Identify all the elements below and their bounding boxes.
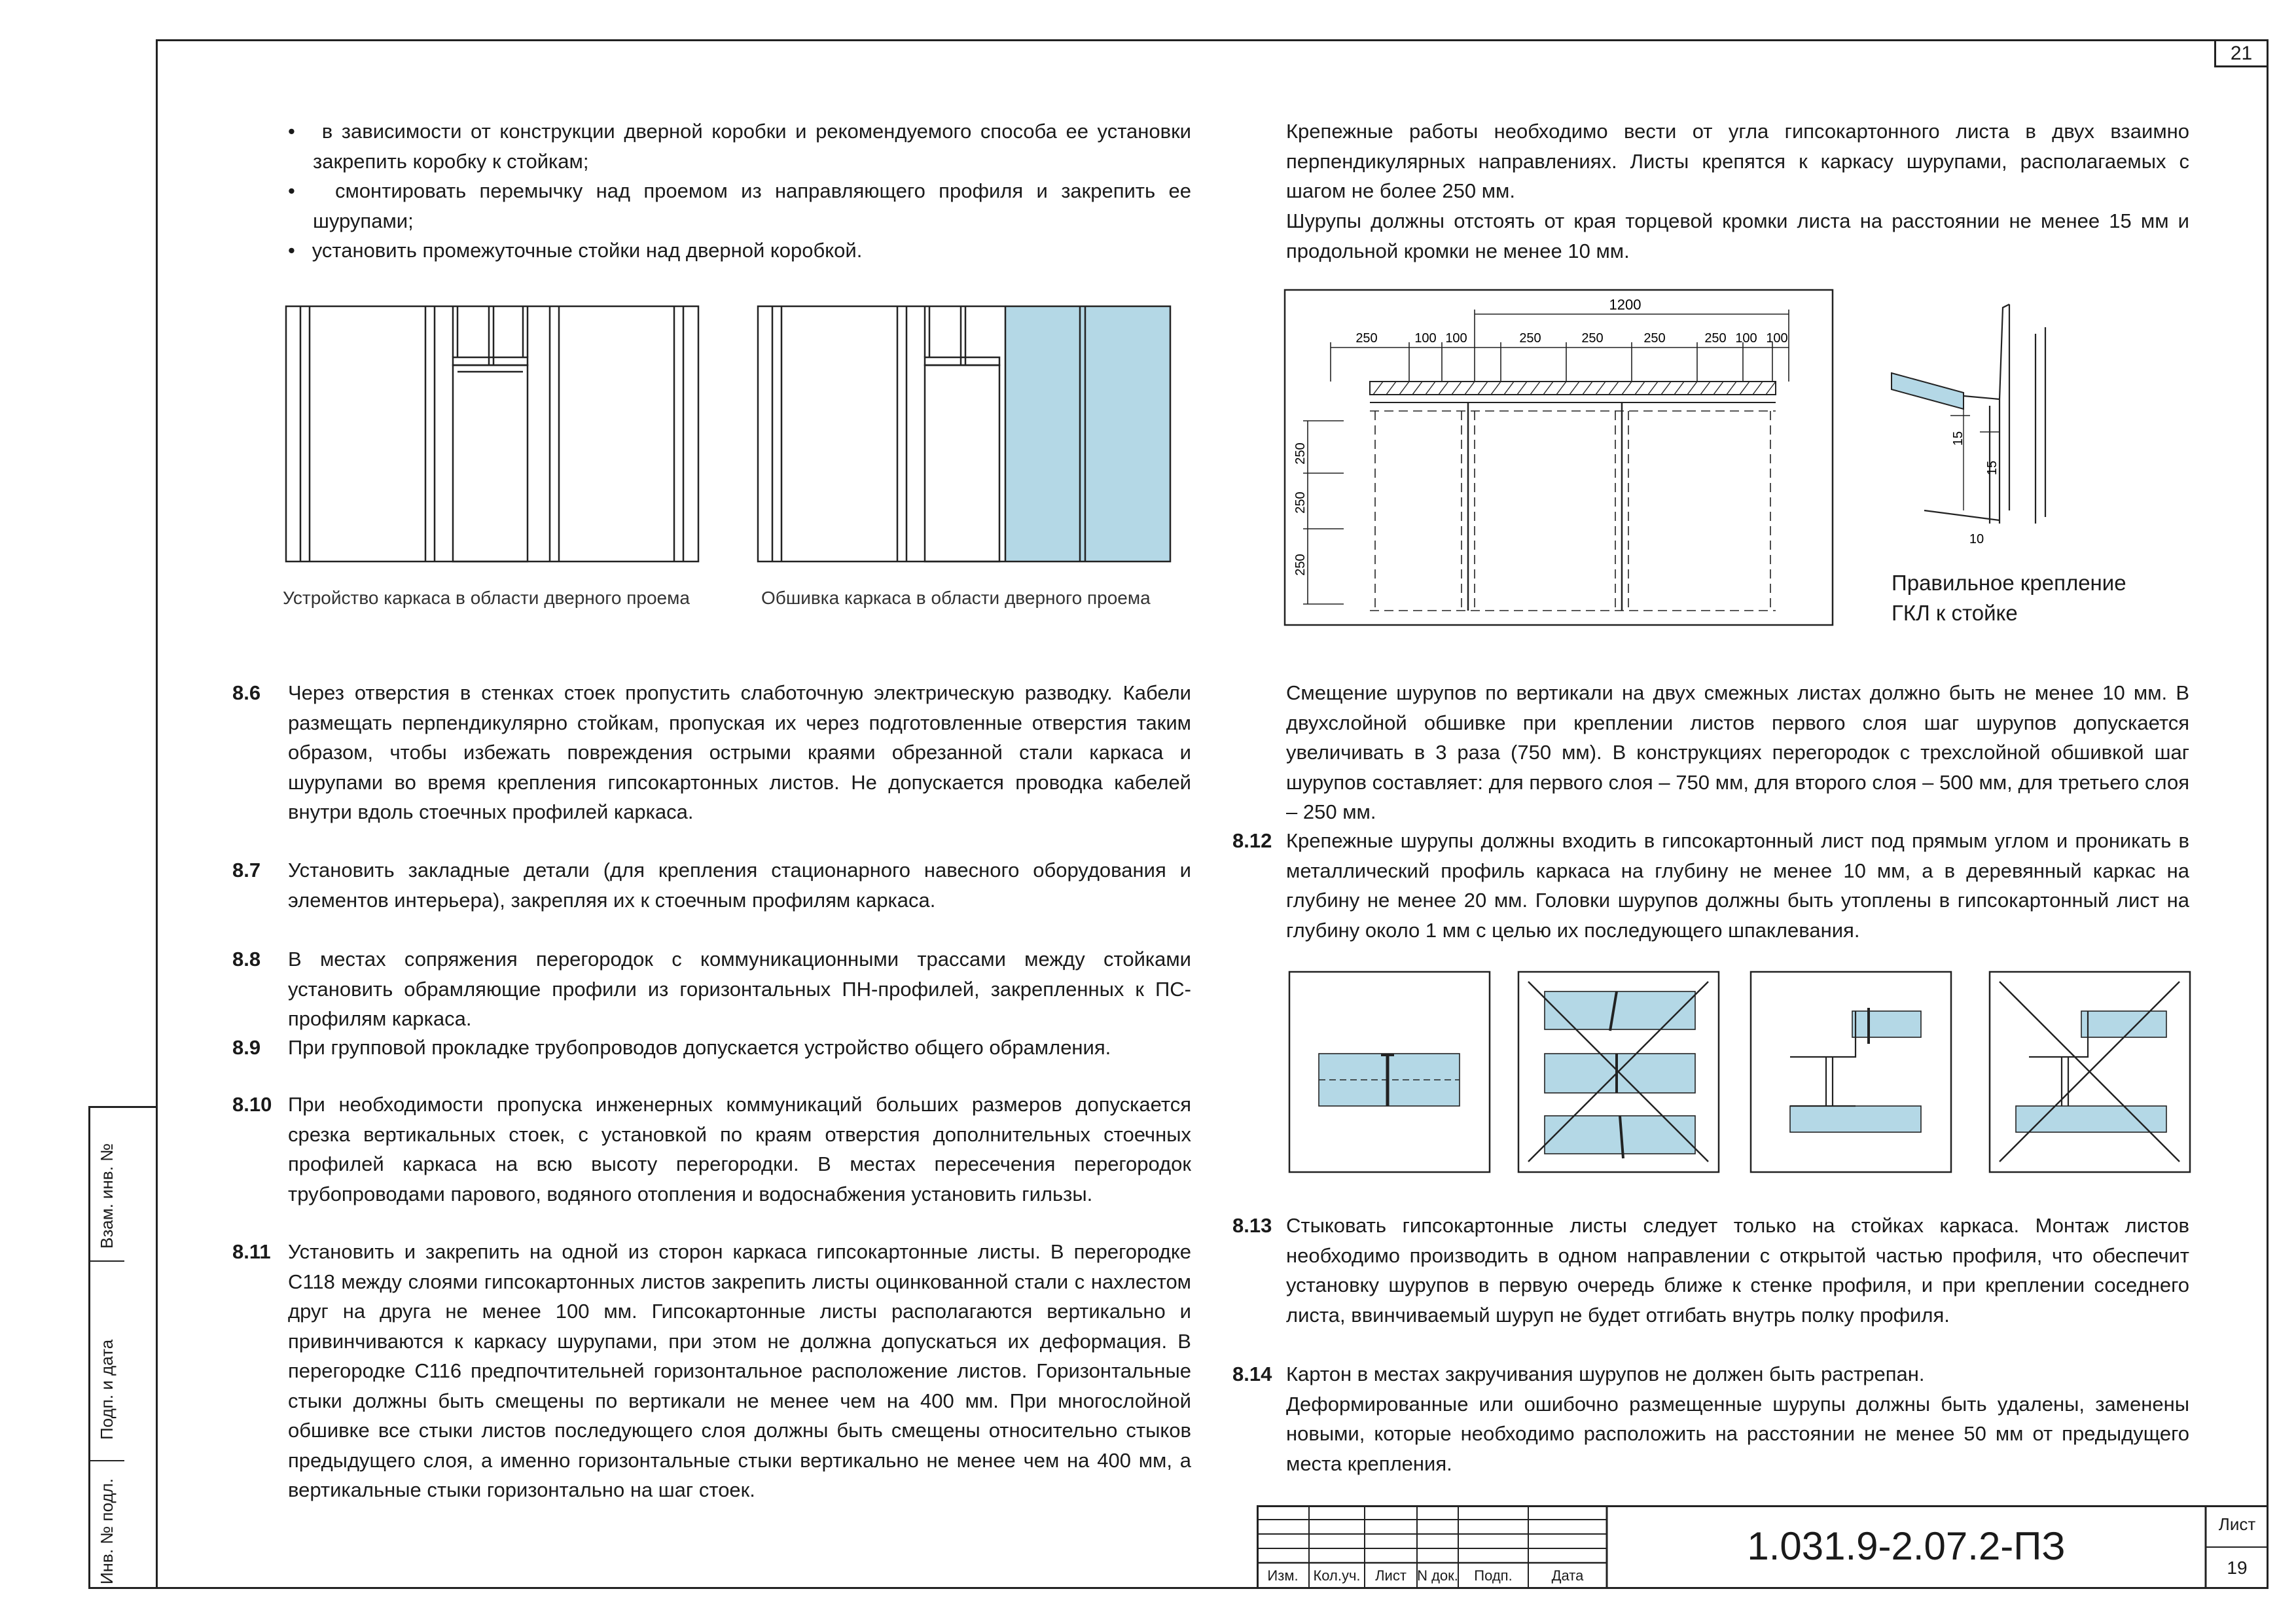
section-number: 8.13 xyxy=(1232,1214,1272,1237)
detail-caption: Правильное крепление ГКЛ к стойке xyxy=(1892,571,2126,625)
stamp-header: Дата xyxy=(1551,1567,1584,1584)
screw-wrong-figure xyxy=(1518,972,1721,1175)
stamp-header: Изм. xyxy=(1267,1567,1299,1584)
door-sheathing-figure xyxy=(758,306,1174,565)
section-number: 8.9 xyxy=(232,1036,261,1059)
section-text: В местах сопряжения перегородок с коммуникационными трассами между стойками установить обрамляющие профили из горизонтальных ПН-профилей, закрепленных к ПС-профилям каркаса. xyxy=(288,948,1191,1030)
dim-label: 250 xyxy=(1519,331,1541,346)
profile-joint-correct-figure xyxy=(1751,972,1954,1175)
section-number: 8.8 xyxy=(232,948,261,971)
stamp-header: Подп. xyxy=(1474,1567,1513,1584)
dim-label: 15 xyxy=(1951,431,1965,446)
profile-joint-wrong-figure xyxy=(1990,972,2193,1175)
screw-correct-figure xyxy=(1289,972,1492,1175)
dim-label: 100 xyxy=(1414,331,1437,346)
sheet-label: Лист xyxy=(2218,1514,2256,1534)
intro-paragraph-2: Шурупы должны отстоять от края торцевой кромки листа на расстоянии не менее 15 мм и продольной кромки не менее 10 мм. xyxy=(1286,209,2189,262)
section-text: Установить закладные детали (для крепления стационарного навесного оборудования и элементов интерьера), закрепляя их к стоечным профилям каркаса. xyxy=(288,859,1191,912)
section-text: При групповой прокладке трубопроводов допускается устройство общего обрамления. xyxy=(288,1036,1111,1059)
bullet-list xyxy=(288,116,1191,266)
section-text: Стыковать гипсокартонные листы следует только на стойках каркаса. Монтаж листов необходимо производить в одном направлении с открытой частью профиля, что обеспечит установку шурупов в первую очередь ближе к стенке профиля, и при креплении соседнего листа, ввинчиваемый шуруп не будет отгибать внутрь полку профиля. xyxy=(1286,1214,2189,1327)
figure-caption: Устройство каркаса в области дверного проема xyxy=(283,588,690,608)
section-text: Установить и закрепить на одной из сторон каркаса гипсокартонные листы. В перегородке С118 между слоями гипсокартонных листов закрепить листы оцинкованной стали с нахлестом друг на друга не менее 100 мм. Гипсокартонные листы располагаются вертикально и привинчиваются к каркасу шурупами, при этом не должна допускаться их деформация. В перегородке С116 предпочтительней горизонтальное расположение листов. Горизонтальные стыки должны быть смещены по вертикали не менее чем на 400 мм. При многослойной обшивке все стыки листов последующего слоя должны быть смещены относительно стыков предыдущего слоя, а именно горизонтальные стыки вертикально не менее чем на 400 мм, а вертикальные стыки горизонтально на шаг стоек. xyxy=(288,1240,1191,1501)
screw-shift-paragraph: Смещение шурупов по вертикали на двух смежных листах должно быть не менее 10 мм. В двухслойной обшивке при креплении листов первого слоя шаг шурупов допускается увеличивать в 3 раза (750 мм). В конструкциях перегородок с трехслойной обшивкой шаг шурупов составляет: для первого слоя – 750 мм, для второго слоя – 500 мм, для третьего слоя – 250 мм. xyxy=(1286,681,2189,823)
section-text: Через отверстия в стенках стоек пропустить слаботочную электрическую разводку. Кабели размещать перпендикулярно стойкам, пропуская их через подготовленные отверстия таким образом, чтобы избежать повреждения острыми краями обрезанной стали каркаса и шурупами во время крепления гипсокартонных листов. Не допускается проводка кабелей внутри вдоль стоечных профилей каркаса. xyxy=(288,681,1191,823)
list-item: • установить промежуточные стойки над дверной коробкой. xyxy=(288,239,863,262)
side-label-podp: Подп. и дата xyxy=(97,1339,117,1440)
section-number: 8.6 xyxy=(232,681,261,704)
section-number: 8.12 xyxy=(1232,829,1272,852)
section-number: 8.7 xyxy=(232,859,261,882)
dim-label: 15 xyxy=(1985,460,2000,476)
dim-label: 250 xyxy=(1704,331,1727,346)
document-code: 1.031.9-2.07.2-ПЗ xyxy=(1747,1524,2066,1568)
door-frame-figure xyxy=(286,306,702,565)
section-number: 8.11 xyxy=(232,1240,271,1263)
dim-label: 100 xyxy=(1735,331,1757,346)
intro-paragraph: Крепежные работы необходимо вести от угла гипсокартонного листа в двух взаимно перпендикулярных направлениях. Листы крепятся к каркасу шурупами, располагаемых с шагом не более 250 мм. xyxy=(1286,120,2189,202)
section-text: Картон в местах закручивания шурупов не должен быть растрепан. Деформированные или ошибочно размещенные шурупы должны быть удалены, заменены новыми, которые необходимо расположить на расстоянии не менее 50 мм от предыдущего места крепления. xyxy=(1286,1363,2189,1475)
section-text: Крепежные шурупы должны входить в гипсокартонный лист под прямым углом и проникать в металлический профиль каркаса на глубину не менее 10 мм, а в деревянный каркас на глубину не менее 20 мм. Головки шурупов должны быть утоплены в гипсокартонный лист на глубину около 1 мм с целью их последующего шпаклевания. xyxy=(1286,829,2189,942)
stamp-header: Кол.уч. xyxy=(1313,1567,1361,1584)
dim-label: 250 xyxy=(1581,331,1604,346)
list-item: • в зависимости от конструкции дверной коробки и рекомендуемого способа ее установки закрепить коробку к стойкам; xyxy=(288,120,1191,173)
side-strip xyxy=(88,1106,156,1589)
top-page-number: 21 xyxy=(2214,39,2269,67)
side-label-vzam: Взам. инв. № xyxy=(97,1143,117,1249)
stud-fastening-detail xyxy=(1885,301,2088,550)
stamp-header: Лист xyxy=(1375,1567,1407,1584)
side-label-inv: Инв. № подл. xyxy=(97,1478,117,1584)
dim-label: 250 xyxy=(1355,331,1378,346)
dim-label: 100 xyxy=(1445,331,1467,346)
dim-label: 250 xyxy=(1293,442,1308,465)
dim-label: 250 xyxy=(1293,554,1308,576)
screw-layout-figure xyxy=(1285,290,1835,627)
section-number: 8.10 xyxy=(232,1093,272,1116)
section-number: 8.14 xyxy=(1232,1363,1272,1385)
dim-label: 100 xyxy=(1766,331,1788,346)
dim-label: 250 xyxy=(1643,331,1666,346)
dim-label: 10 xyxy=(1969,532,1984,546)
dim-label: 1200 xyxy=(1609,296,1641,313)
title-block xyxy=(1257,1505,2269,1589)
sheet-number: 19 xyxy=(2227,1558,2248,1578)
figure-caption: Обшивка каркаса в области дверного проема xyxy=(761,588,1151,608)
list-item: • смонтировать перемычку над проемом из направляющего профиля и закрепить ее шурупами; xyxy=(288,179,1191,232)
section-text: При необходимости пропуска инженерных коммуникаций больших размеров допускается срезка вертикальных стоек, с установкой по краям отверстия дополнительных стоечных профилей каркаса на всю высоту перегородки. В местах пересечения перегородок трубопроводами парового, водяного отопления и водоснабжения установить гильзы. xyxy=(288,1093,1191,1205)
stamp-header: N док. xyxy=(1417,1567,1458,1584)
dim-label: 250 xyxy=(1293,491,1308,514)
